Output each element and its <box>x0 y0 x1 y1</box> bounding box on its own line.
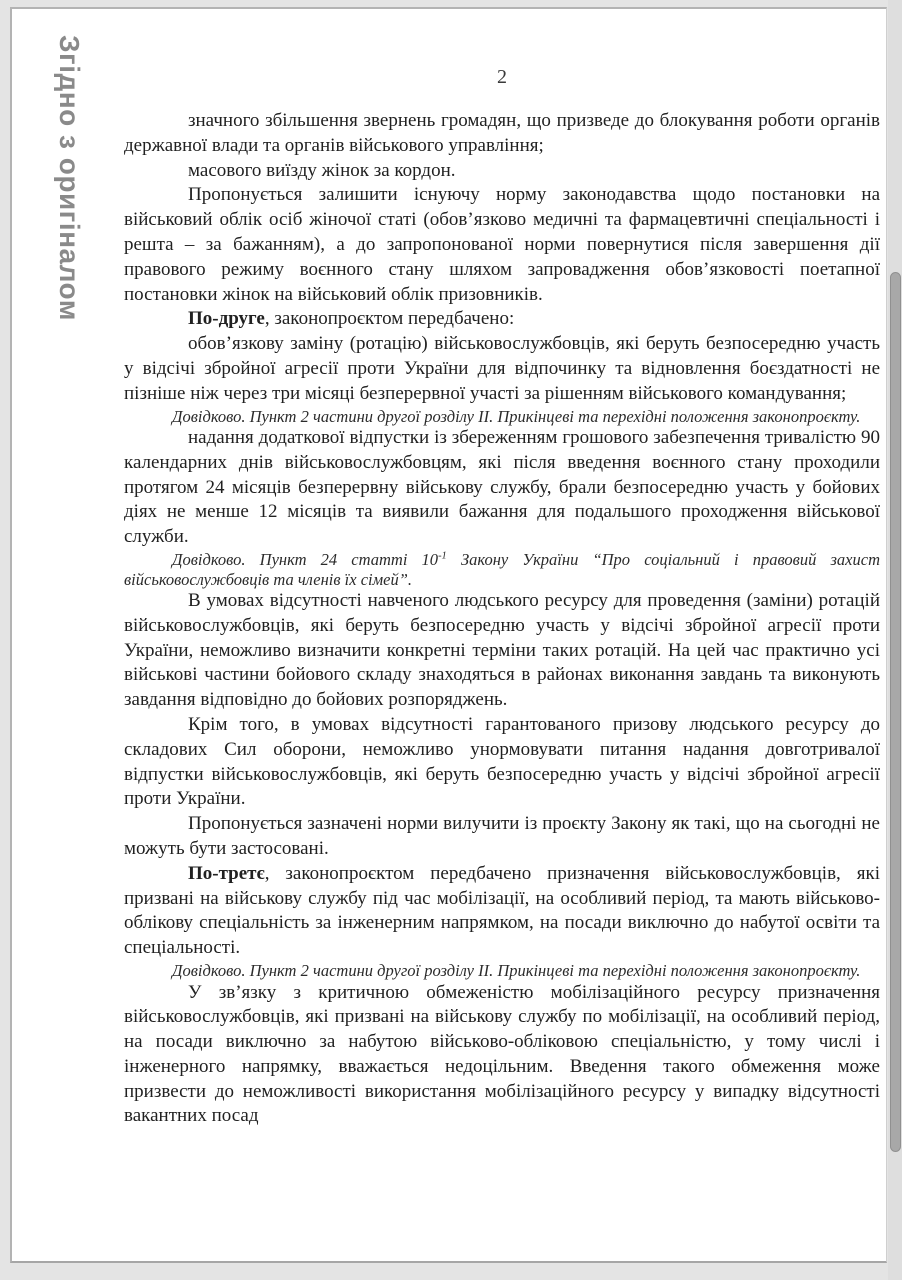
document-page <box>10 7 887 1263</box>
document-content <box>124 63 880 1129</box>
text-segment: Довідково. Пункт 24 статті 10 <box>172 550 439 570</box>
paragraph <box>124 109 880 159</box>
paragraph <box>124 862 880 961</box>
paragraph <box>124 307 880 332</box>
reference-note <box>124 550 880 589</box>
text-segment: -1 <box>438 550 447 562</box>
paragraph <box>124 981 880 1130</box>
certification-stamp: Згідно з оригіналом <box>54 35 85 321</box>
reference-note <box>124 961 880 981</box>
paragraph <box>124 159 880 184</box>
paragraph <box>124 332 880 406</box>
paragraph <box>124 812 880 862</box>
scrollbar-track[interactable] <box>888 0 902 1280</box>
text-segment: значного збільшення звернень громадян, що призведе до блокування роботи органів державної влади та органів військового управління; <box>124 110 880 156</box>
text-segment: , законопроєктом передбачено: <box>264 308 515 330</box>
text-segment: По-друге <box>188 308 265 330</box>
text-segment: надання додаткової відпустки із збереженням грошового забезпечення тривалістю 90 календарних днів військовослужбовцям, які після введення воєнного стану проходили протягом 24 місяців безперервну військову службу, брали безпосередню участь у бойових діях не менше 12 місяців та виявили бажання для подальшого проходження військової служби. <box>124 427 880 548</box>
text-segment: Закону України “Про соціальний і правовий захист військовослужбовців та членів їх сімей”. <box>124 550 880 589</box>
text-segment: В умовах відсутності навченого людського ресурсу для проведення (заміни) ротацій військовослужбовців, які беруть безпосередню участь у відсічі збройної агресії проти України, неможливо визначити конкретні терміни таких ротацій. На цей час практично усі військові частини бойового складу знаходяться в районах виконання завдань та виконують завдання відповідно до бойових розпоряджень. <box>124 590 880 711</box>
text-segment: Довідково. Пункт 2 частини другої розділу II. Прикінцеві та перехідні положення законопроєкту. <box>172 406 861 426</box>
text-segment: , законопроєктом передбачено призначення військовослужбовців, які призвані на військову службу під час мобілізації, на особливий період, та мають військово-облікову спеціальність за інженерним напрямком, на посади виключно до набутої освіти та спеціальності. <box>124 862 880 959</box>
paragraph <box>124 589 880 713</box>
text-segment: Крім того, в умовах відсутності гарантованого призову людського ресурсу до складових Сил оборони, неможливо унормовувати питання надання довготривалої відпустки військовослужбовців, які беруть безпосередню участь у відсічі збройної агресії проти України. <box>124 714 880 810</box>
paragraph <box>124 183 880 307</box>
text-segment: Довідково. Пункт 2 частини другої розділу II. Прикінцеві та перехідні положення законопроєкту. <box>172 961 861 980</box>
paragraph <box>124 713 880 812</box>
scrollbar-thumb[interactable] <box>890 272 901 1152</box>
text-segment: Пропонується залишити існуючу норму законодавства щодо постановки на військовий облік осіб жіночої статі (обов’язково медичні та фармацевтичні спеціальності і решта – за бажанням), а до запропонованої норми повернутися після завершення дії правового режиму воєнного стану шляхом запровадження обов’язковості поетапної постановки жінок на військовий облік призовників. <box>124 184 880 305</box>
text-segment: По-третє <box>188 862 265 884</box>
document-text-block <box>124 109 880 1129</box>
text-segment: У зв’язку з критичною обмеженістю мобілізаційного ресурсу призначення військовослужбовців, які призвані на військову службу по мобілізації, на особливий період, на посади виключно за набутою військово-обліковою спеціальністю, у тому числі і інженерного напрямку, вважається недоцільним. Введення такого обмеження може призвести до неможливості використання мобілізаційного ресурсу у випадку відсутності вакантних посад <box>124 981 880 1127</box>
paragraph <box>124 426 880 550</box>
text-segment: Пропонується зазначені норми вилучити із проєкту Закону як такі, що на сьогодні не можуть бути застосовані. <box>124 813 880 860</box>
text-segment: обов’язкову заміну (ротацію) військовослужбовців, які беруть безпосередню участь у відсічі збройної агресії проти України для відпочинку та відновлення боєздатності не пізніше ніж через три місяці безперервної участі за рішенням військового командування; <box>124 333 880 404</box>
page-number: 2 <box>497 66 507 88</box>
reference-note <box>124 407 880 427</box>
text-segment: масового виїзду жінок за кордон. <box>188 159 456 181</box>
